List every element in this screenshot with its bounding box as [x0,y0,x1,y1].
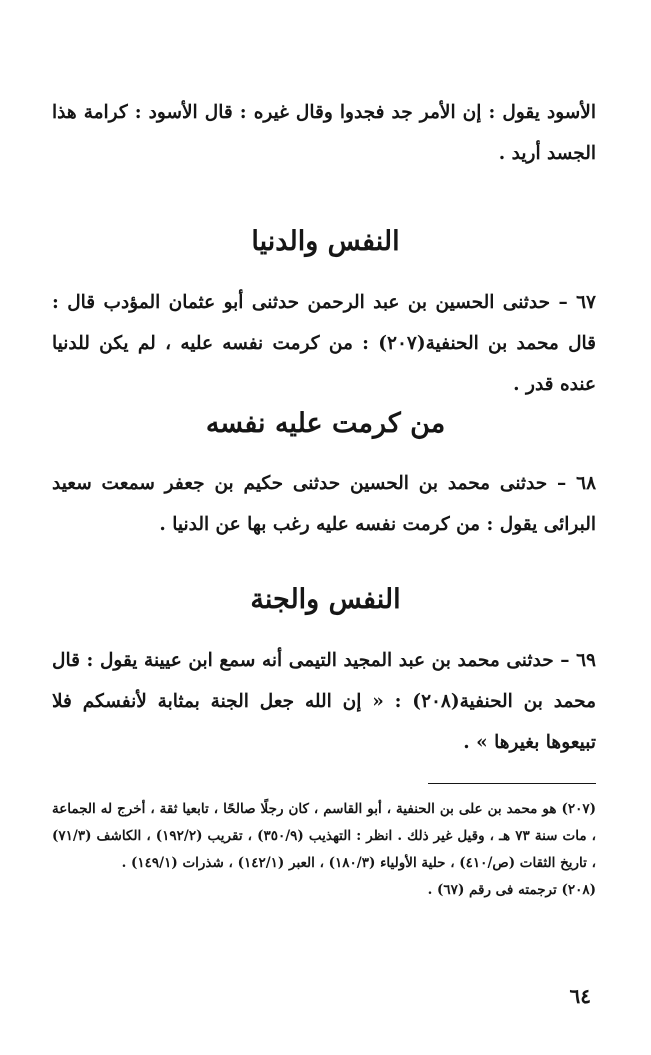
heading-self-and-paradise: النفس والجنة [250,584,401,615]
narration-69: ٦٩ – حدثنى محمد بن عبد المجيد التيمى أنه سمع ابن عيينة يقول : قال محمد بن الحنفية(٢٠٨) : « إن الله جعل الجنة بمثابة لأنفسكم فلا تبيعوها بغيرها » . [52,650,596,753]
intro-paragraph: الأسود يقول : إن الأمر جد فجدوا وقال غيره : قال الأسود : كرامة هذا الجسد أريد . [52,102,596,164]
footnote-208: (٢٠٨) ترجمته فى رقم (٦٧) . [427,882,596,898]
heading-self-and-world: النفس والدنيا [251,226,400,257]
page-number: ٦٤ [569,984,591,1008]
footnote-divider [428,783,596,784]
heading-honored-self: من كرمت عليه نفسه [205,408,446,439]
footnotes [52,796,596,904]
narration-68: ٦٨ – حدثنى محمد بن الحسين حدثنى حكيم بن جعفر سمعت سعيد البرائى يقول : من كرمت نفسه عليه رغب بها عن الدنيا . [52,473,597,535]
narration-67: ٦٧ – حدثنى الحسين بن عبد الرحمن حدثنى أبو عثمان المؤدب قال : قال محمد بن الحنفية(٢٠٧) : من كرمت نفسه عليه ، لم يكن للدنيا عنده قدر . [52,292,596,395]
footnote-207: (٢٠٧) هو محمد بن على بن الحنفية ، أبو القاسم ، كان رجلًا صالحًا ، تابعيا ثقة ، أخرج له الجماعة ، مات سنة ٧٣ هـ ، وقيل غير ذلك . انظر : التهذيب (٣٥٠/٩) ، تقريب (١٩٢/٢) ، الكاشف (٧١/٣) ، تاريخ الثقات (ص/٤١٠) ، حلية الأولياء (١٨٠/٣) ، العبر (١٤٢/١) ، شذرات (١٤٩/١) . [52,801,597,871]
